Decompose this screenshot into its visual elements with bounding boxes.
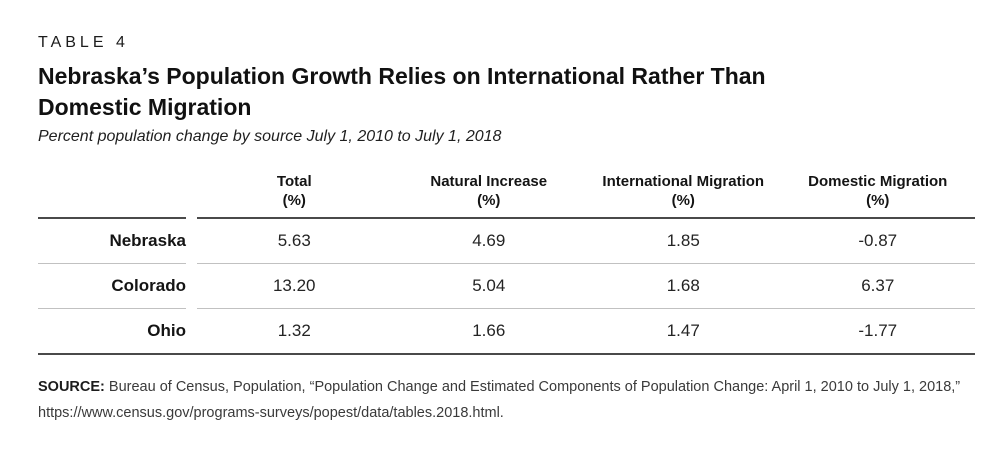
row-values [197, 263, 975, 308]
data-cell: 5.04 [472, 276, 506, 295]
column-header-international-migration [586, 172, 781, 217]
data-cell: 1.66 [472, 321, 506, 340]
data-cell: 1.32 [277, 321, 311, 340]
table-row [38, 263, 975, 308]
table-row [38, 308, 975, 353]
column-header-label: Total [276, 173, 312, 190]
column-header-label: Natural Increase [430, 173, 548, 190]
source-text: Bureau of Census, Population, “Population Change and Estimated Components of Population Change: April 1, 2010 to July 1, 2018,” https://www.census.gov/programs-surveys/popest/data/tables.2018.html. [38, 379, 961, 421]
unit-label: (%) [477, 192, 501, 209]
column-header-label: International Migration [602, 173, 765, 190]
row-label-column-spacer [38, 172, 186, 219]
data-table [38, 172, 975, 355]
column-header-natural-increase [392, 172, 587, 217]
figure-subtitle: Percent population change by source July 1, 2010 to July 1, 2018 [38, 128, 502, 145]
table-bottom-rule [38, 353, 975, 355]
row-label: Colorado [38, 263, 186, 308]
data-cell: 1.85 [666, 231, 700, 250]
header-cells [197, 172, 975, 219]
column-header-domestic-migration [781, 172, 976, 217]
figure-title-line-1: Nebraska’s Population Growth Relies on International Rather Than [38, 63, 766, 89]
row-label: Nebraska [109, 231, 186, 250]
figure-title [38, 61, 975, 123]
table-row [38, 219, 975, 263]
unit-label: (%) [866, 192, 890, 209]
data-cell: -1.77 [858, 321, 898, 340]
data-cell: 5.63 [277, 231, 311, 250]
column-header-label: Domestic Migration [808, 173, 948, 190]
table-header-row [38, 172, 975, 219]
data-cell: 4.69 [472, 231, 506, 250]
row-label: Ohio [38, 308, 186, 353]
source-note [38, 374, 973, 426]
row-values [197, 219, 975, 263]
unit-label: (%) [282, 192, 306, 209]
data-cell: -0.87 [858, 231, 898, 250]
column-header-total [197, 172, 392, 217]
data-cell: 1.47 [666, 321, 700, 340]
data-cell: 6.37 [861, 276, 895, 295]
unit-label: (%) [671, 192, 695, 209]
source-label: SOURCE: [38, 379, 105, 395]
data-cell: 1.68 [666, 276, 700, 295]
figure-title-line-2: Domestic Migration [38, 94, 252, 120]
data-cell: 13.20 [272, 276, 316, 295]
row-values [197, 308, 975, 353]
table-tag: TABLE 4 [38, 34, 129, 51]
